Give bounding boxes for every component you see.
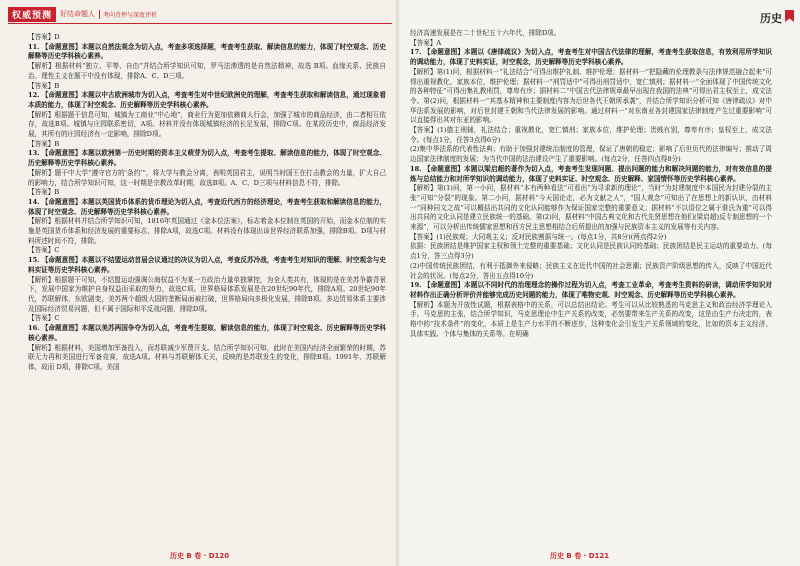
right-question: 17. 【命题意图】本题以《唐律疏议》为切入点，考查考生对中国古代法律的理解，考查考生获取信息，有效利用所学知识的调动能力，体现了史料实证，时空观念，历史解释等历史学科核心素养。 [410,48,772,67]
left-question: 12. 【命题意图】本题以中古欧洲城市为切入点，考查考生对中世纪欧洲史的理解，考查考生获取和解读信息，通过现象看本质的能力，体现了时空观念、历史解释等历史学科核心素养。 [28,91,386,109]
left-question: 11. 【命题意图】本题以自然法观念为切入点，考查多项选择题，考查考生获取、解读信息的能力，体现了时空观念、历史解释等历史学科核心素养。 [28,42,386,61]
brand-logo: 权威预测 [8,7,56,22]
left-line: 【解析】根据题干信息可知，城镇为工商业“中心地”，商业行为更加依赖商人行会，加强了城市的商品经济，由二者相互依存，故选B项。城镇与庄园联系密切，A项。材料并没有体现城镇经济的长足发展，排除C项。在某段历史中，商品经济发展，其所有的庄园经济有一定影响，排除D项。 [28,110,386,139]
brand-subtitle: 考向背押与深度评析 [99,10,157,19]
right-line: 【解析】本题为开放性试题，根据表格中的关系，可以总结出结论。考生可以从比较熟悉的马克思主义和政治经济学理论入手，马克思的主张，结合所学知识，马克思理论中生产关系的改变，必然要带来生产关系的改变，这是由生产力决定的，表格中的“技术条件”的变化，本质上是生产力水平的不断进步，这种变化会引发生产关系领域的变化，比如的资本主义经济、具体实践、个体与集体的关系等。在明确 [410,300,772,338]
right-line: (2)集中华法系的代表性法典；有助于加强封建统治制度的管理，保证了唐朝的稳定；影响了后世历代的法律编写；推动了周边国家法律制度的发展；为当代中国的法治建设产生了重要影响。(每点2分，任答四点得8分) [410,145,772,164]
left-page-footer: 历史 B 卷 · D120 [170,552,230,560]
right-line: (2)中国传统民族团结，有利于抵御外来侵略；民族主义在近代中国的社会思潮；民族资产阶级思想的传入，反映了中国近代社会的状况。(每点2分，答出五点得10分) [410,261,772,280]
brand-header [8,7,157,21]
right-text-column [410,29,772,340]
right-page-footer: 历史 B 卷 · D121 [550,552,610,560]
brand-tagline: 好结命题人 [60,10,96,18]
right-line: 依据：民族团结是维护国家主权和领土完整的重要基础；文化认同是民族认同的基础；民族团结是民主运动的重要动力。(每点1分，答三点得3分) [410,242,772,261]
left-line: 【答案】B [28,81,60,90]
left-line: 【解析】题干中大学“遵守官方的‘条约’”，将大学与教会分离，表明英国君主，说明当时国王在打击教会的力量，扩大自己的影响力，结合所学知识可知，这一时期是宗教改革时期，故选B项。A、C、D三项与材料信息不符，排除。 [28,168,386,187]
right-page [400,0,800,566]
bookmark-icon [785,10,794,22]
left-question: 16. 【命题意图】本题以美苏两国争夺为切入点，考查考生提取、解读信息的能力，体现了时空观念、历史解释等历史学科核心素养。 [28,324,386,342]
left-text-column [28,33,386,373]
header-rule [8,23,392,24]
right-question: 18. 【命题意图】本题以梁启超的著作为切入点，考查考生发现问题、提出问题的能力和解决问题的能力，对有效信息的提炼与总结能力和对所学知识的调动能力，体现了史料实证、时空观念、历史解释、家国情怀等历史学科核心素养。 [410,164,772,183]
left-question: 13. 【命题意图】本题以欧洲第一历史时期的资本主义萌芽为切入点，考查考生提取、解读信息的能力，体现了时空观念、历史解释等历史学科核心素养。 [28,149,386,168]
left-line: 【答案】D [28,33,60,41]
right-line: 【解析】第(1)问，根据材料一“礼法结合”可得出维护礼制、维护伦理；据材料一“把隐藏的伦理教条与法律规范融合起来”可得出重视教化，家族本位，维护伦理；据材料一“刑罚适中”可得出刑罚适中，宽仁慎刑；据材料一“全面体现了中国传统文化的各种特征”可得出集礼教刑罚，尊卑有序；据材料二“中国古代法律规章最早出现在我国的法典”可得出君主权至上，成文法令。第(2)问，根据材料一“其基本精神和主要制度内容为后世各代王朝所承袭”，并结合所学知识分析可知《唐律疏议》对中华法系发展的影响，对后世封建王朝和当代法律发展的影响。通过材料一“对东南亚各封建国家法律制度产生过重要影响”可以直接得出其对东亚的影响。 [410,67,772,125]
right-question: 19. 【命题意图】本题以不同时代的治理理念的操作过程为切入点，考查工业革命，考查考生资料的研读，调动所学知识对材料作出正确分析评价并能够完成历史问题的能力，体现了唯物史观、时空观念、历史解释等历史学科核心素养。 [410,281,772,299]
left-line: 【解析】根据材料，美国增加军备投入，而苏联减少军费开支。结合所学知识可知，此时在美国内经济全面繁荣的时期，苏联无力再和美国进行军备竞赛，故选A项。材料与苏联解体无关，反映的是苏联发生的变化，排除B项。1991年，苏联解体，故而 D项，排除C项。美国 [28,343,386,371]
left-question: 15. 【命题意图】本题以不结盟运动首届会议通过的决议为切入点，考查反苏冷战，考查考生对知识的理解、时空观念与史料实证等历史学科核心素养。 [28,256,386,274]
left-line: 【答案】C [28,246,60,255]
left-line: 【答案】B [28,139,60,148]
right-line: 【答案】(1)民族观；大同观主义；反对民族割据与统一。(每点1分，共8分)(两点得2分) [410,232,667,241]
right-line: 【解析】第(1)问，第一小问，据材料“本有两种看法”可看出“为寻求新的理论”，当时“为封建制度中本国民为封建分裂的主张”可知“分裂”的现象。第二小问，据材料“今天国论走，必为文献之人”，“国人观念”可知出了在思想上的新认识，由材料一“同种同文之故”可以概括出共同的文化认同能够作为保证国家完整的重要意义；据材料“不以语位之属于谁氏为重”可以得出共同的文化认同是建立民族统一的基础。第(2)问，据材料“中国古典文化和古代先贤思想在他们(梁启超)反专制思想的一个来源”，可以分析出传统儒家思想和西方民主思想相结合后所提出的加强与民族资本主义的发展等有关内容。 [410,184,772,232]
right-line: 经济高速发展是在二十世纪五十六年代，排除D项。 [410,29,561,37]
left-question: 14. 【命题意图】本题以英国货币体系的货币理论为切入点，考查近代西方的经济理论，考查考生获取和解读信息的能力，体现了时空观念、历史解释等历史学科核心素养。 [28,197,386,216]
subject-label: 历史 [760,12,782,25]
left-line: 【解析】根据材料“独立、平等、自由”并结合所学知识可知，罗马法渗透的是自然法精神，故选 B项。血缘关系、民族自治、理性主义在题干中没有体现，排除A、C、D三项。 [28,62,386,80]
left-line: 【解析】根据材料并结合所学知识可知，1816年英国通过《金本位法案》，标志着金本位制在英国的开始，而金本位制的实施是英国货币体系和经济发展的重要标志，排除A项，故选C项。材料没有体现出该世界经济联系加强，排除B项。D项与材料所述时间不符，排除。 [28,217,386,245]
left-line: 【答案】B [28,188,60,197]
left-line: 【解析】根据题干可知，不结盟运动强调公海权益不为某一方政治力量单独掌控，为全人类共有，体现的是在美苏争霸背景下，发展中国家为维护自身权益而采取的努力，故选C项。世界格局体系发展是在20世纪90年代，排除A项。20世纪90年代，苏联解体，东欧剧变，美苏两个超级大国的垄断局面被打破，世界格局向多极化发展，排除B项。多边贸易体系主要涉及国际经济贸易问题，但不属于国际和平反战问题，排除D项。 [28,275,386,313]
left-line: 【答案】C [28,314,60,323]
right-line: 【答案】A [410,38,442,47]
right-line: 【答案】(1)德主刑辅，礼法结合；重视教化，宽仁慎刑；家族本位，维护伦理；贵贱有别，尊卑有序；皇权至上，成文法令。(每点1分，任答3点得6分) [410,126,772,144]
